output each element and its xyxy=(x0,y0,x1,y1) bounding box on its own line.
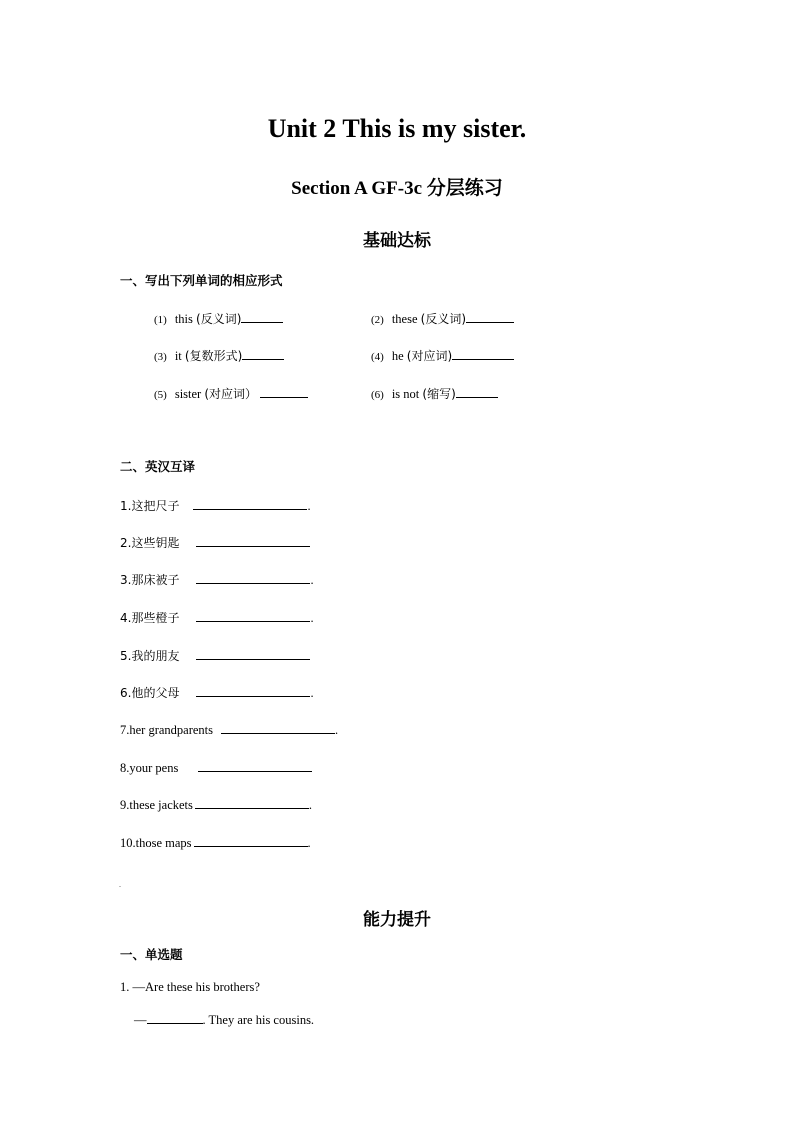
answer-blank[interactable] xyxy=(196,683,310,697)
translation-prompt: 8.your pens xyxy=(120,761,179,775)
answer-blank[interactable] xyxy=(260,384,308,398)
translation-prompt: 7.her grandparents xyxy=(120,723,214,737)
item-end-mark: . xyxy=(307,499,311,513)
answer-blank[interactable] xyxy=(195,795,309,809)
item-word: sister xyxy=(174,387,202,401)
answer-blank[interactable] xyxy=(193,496,307,510)
item-word: this xyxy=(174,312,193,326)
answer-line xyxy=(134,1010,314,1030)
item-end-mark: . xyxy=(308,798,313,812)
word-form-item xyxy=(154,309,283,330)
word-form-item xyxy=(371,384,498,405)
item-number: (5) xyxy=(154,389,167,401)
translation-item xyxy=(120,833,311,853)
item-end-mark: . xyxy=(335,723,339,737)
answer-blank[interactable] xyxy=(242,346,284,360)
answer-blank[interactable] xyxy=(196,570,310,584)
item-end-mark: . xyxy=(310,686,314,700)
item-hint: (反义词) xyxy=(420,312,467,326)
answer-blank[interactable] xyxy=(452,346,514,360)
page-title: Unit 2 This is my sister. xyxy=(267,114,527,143)
answer-blank[interactable] xyxy=(466,309,514,323)
section-heading-basic: 基础达标 xyxy=(363,231,431,251)
answer-blank[interactable] xyxy=(194,833,308,847)
translation-prompt: 3.那床被子 xyxy=(120,573,180,587)
item-hint: (复数形式) xyxy=(184,349,243,363)
translation-item xyxy=(120,758,312,778)
answer-blank[interactable] xyxy=(147,1010,203,1024)
item-number: (1) xyxy=(154,314,167,326)
translation-item xyxy=(120,683,314,703)
item-hint: (对应词) xyxy=(406,349,453,363)
translation-item xyxy=(120,570,314,590)
answer-blank[interactable] xyxy=(241,309,283,323)
item-number: (3) xyxy=(154,351,167,363)
translation-prompt: 4.那些橙子 xyxy=(120,611,180,625)
answer-blank[interactable] xyxy=(221,720,335,734)
page-subtitle: Section A GF-3c 分层练习 xyxy=(291,178,503,199)
item-number: (4) xyxy=(371,351,384,363)
question-line: 1. —Are these his brothers? xyxy=(120,980,260,994)
answer-blank[interactable] xyxy=(198,758,312,772)
answer-blank[interactable] xyxy=(196,533,310,547)
translation-prompt: 6.他的父母 xyxy=(120,686,180,700)
part-heading-translation: 二、英汉互译 xyxy=(120,459,196,474)
stray-dot: . xyxy=(119,880,121,889)
part-heading-word-forms: 一、写出下列单词的相应形式 xyxy=(120,273,283,288)
word-form-item xyxy=(154,346,284,367)
section-heading-advanced: 能力提升 xyxy=(363,910,431,930)
item-word: these xyxy=(391,312,418,326)
part-heading-single-choice: 一、单选题 xyxy=(120,947,183,962)
translation-prompt: 5.我的朋友 xyxy=(120,649,180,663)
translation-prompt: 2.这些钥匙 xyxy=(120,536,180,550)
item-end-mark: . xyxy=(310,573,314,587)
answer-blank[interactable] xyxy=(196,608,310,622)
translation-item xyxy=(120,795,312,815)
answer-blank[interactable] xyxy=(456,384,498,398)
word-form-item xyxy=(154,384,308,405)
item-word: he xyxy=(391,349,404,363)
item-word: is not xyxy=(391,387,420,401)
word-form-item xyxy=(371,346,514,367)
word-form-item xyxy=(371,309,514,330)
translation-prompt: 1.这把尺子 xyxy=(120,499,180,513)
translation-item xyxy=(120,608,314,628)
answer-blank[interactable] xyxy=(196,646,310,660)
item-end-mark: . xyxy=(307,836,311,850)
translation-item xyxy=(120,646,310,666)
translation-prompt: 10.those maps xyxy=(120,836,192,850)
translation-item xyxy=(120,533,310,553)
item-hint: (对应词） xyxy=(204,387,258,401)
translation-item xyxy=(120,496,311,516)
item-number: (6) xyxy=(371,389,384,401)
item-hint: (缩写) xyxy=(422,387,456,401)
item-number: (2) xyxy=(371,314,384,326)
item-hint: (反义词) xyxy=(196,312,242,326)
translation-prompt: 9.these jackets xyxy=(120,798,193,812)
answer-line-text: . They are his cousins. xyxy=(202,1013,315,1027)
dash-mark: — xyxy=(134,1013,147,1027)
item-end-mark: . xyxy=(310,611,314,625)
translation-item xyxy=(120,720,338,740)
item-word: it xyxy=(174,349,182,363)
